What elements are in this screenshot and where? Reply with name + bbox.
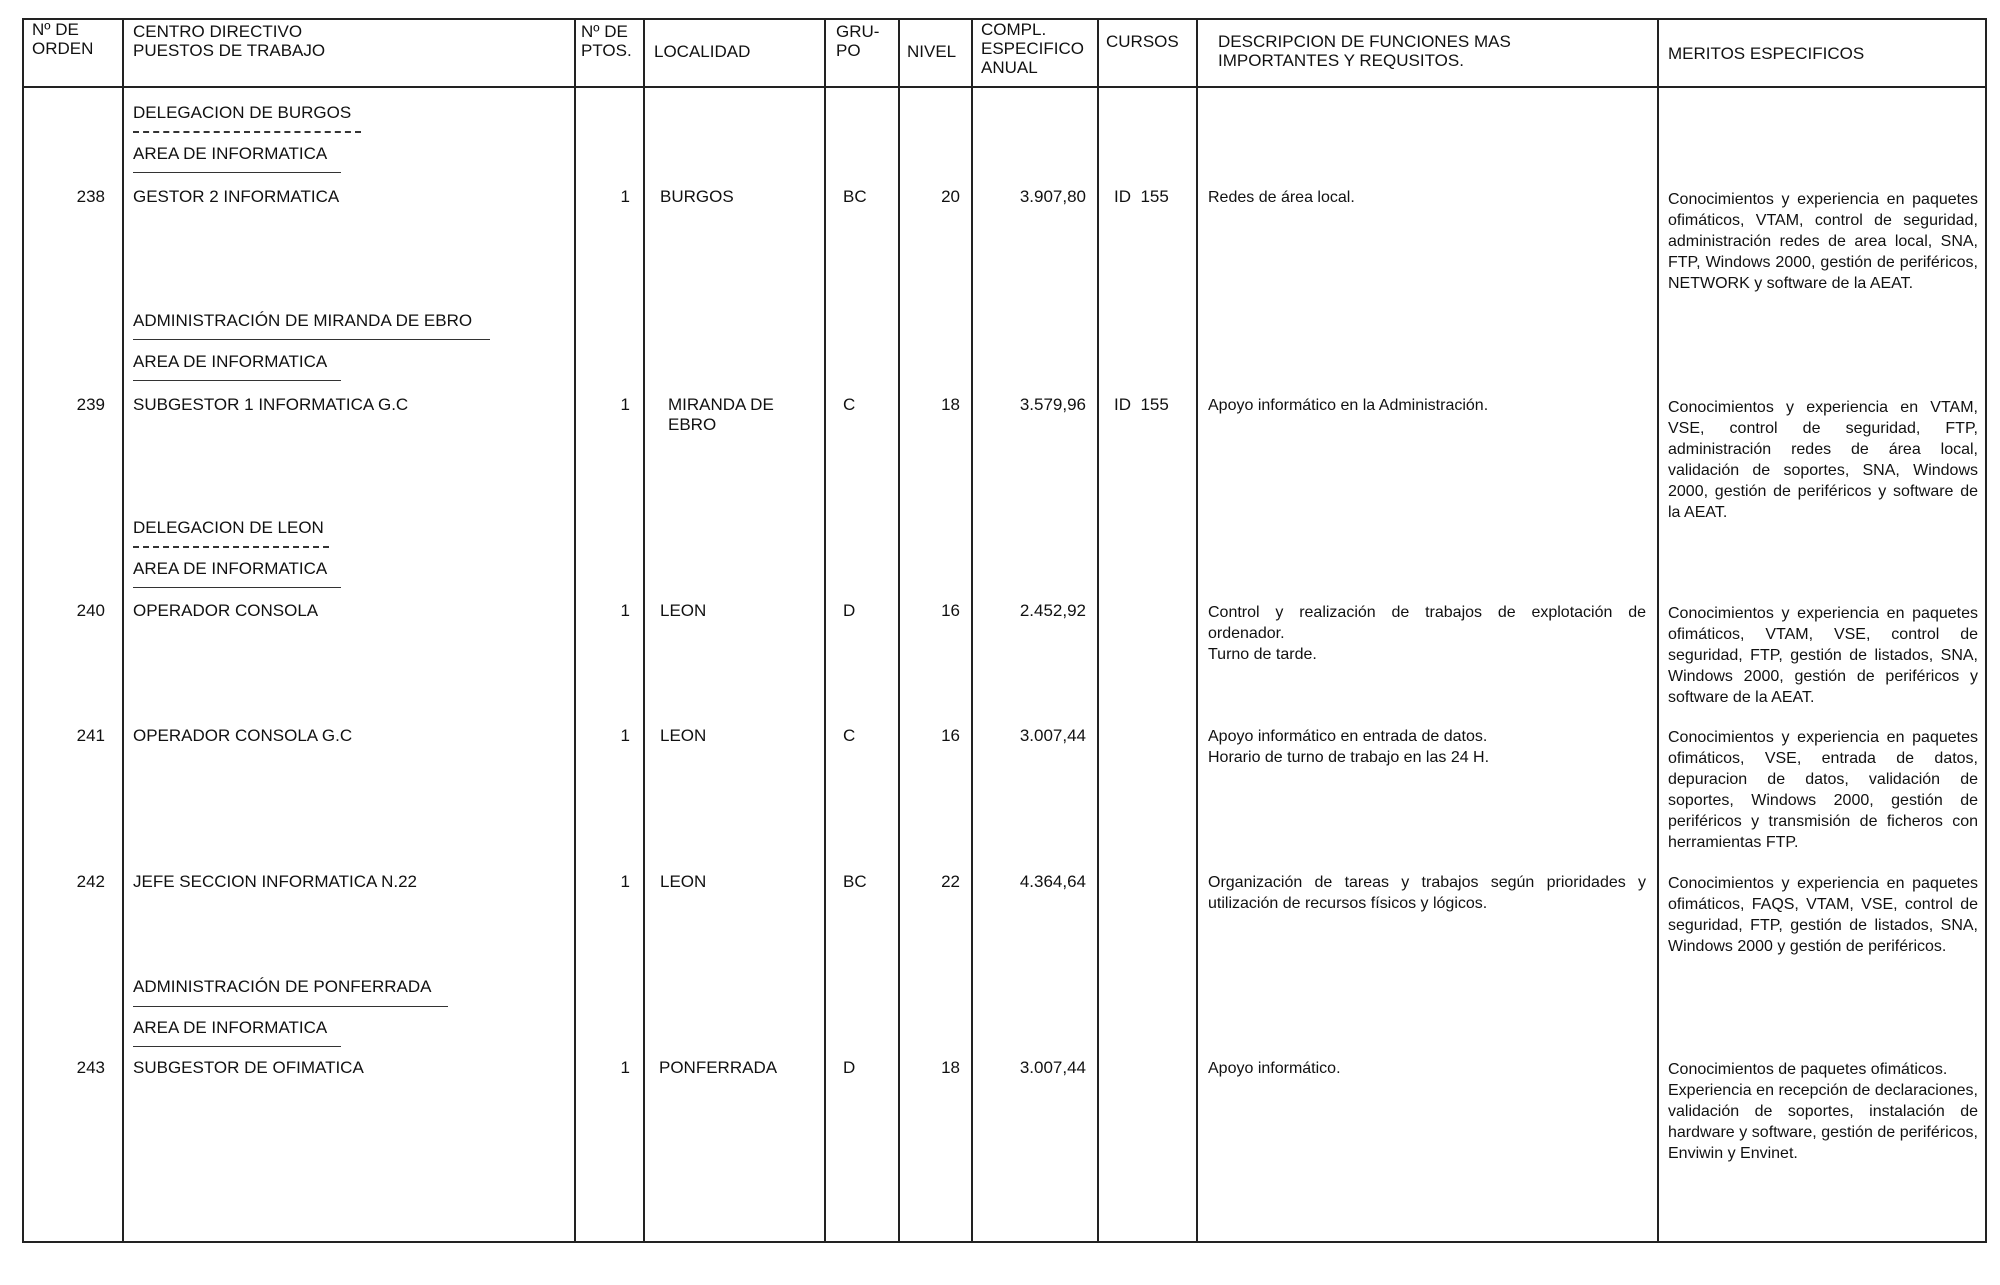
section-title: ADMINISTRACIÓN DE MIRANDA DE EBRO <box>133 311 473 330</box>
nivel-cell: 22 <box>941 872 960 891</box>
compl-cell: 3.007,44 <box>1019 726 1086 745</box>
ptos-cell: 1 <box>620 726 630 745</box>
col-divider <box>824 18 826 1243</box>
puesto-cell: OPERADOR CONSOLA <box>133 601 319 620</box>
nivel-cell: 16 <box>941 726 960 745</box>
puesto-cell: SUBGESTOR 1 INFORMATICA G.C <box>133 395 409 414</box>
meritos-cell: Conocimientos y experiencia en paquetes ofimáticos, VTAM, control de seguridad, administración redes de area local, SNA, FTP, Windows 2000, gestión de periféricos, NETWORK y software de la AEAT. <box>1668 191 1978 292</box>
descripcion-cell: Redes de área local. <box>1208 189 1355 206</box>
compl-cell: 3.907,80 <box>1019 187 1086 206</box>
header-ptos: Nº DE PTOS. <box>581 22 632 60</box>
meritos-cell: Conocimientos y experiencia en VTAM, VSE, control de seguridad, FTP, administración redes de área local, validación de soportes, SNA, Windows 2000, gestión de periféricos y software de la AEAT. <box>1668 399 1978 521</box>
col-divider <box>971 18 973 1243</box>
grupo-cell: D <box>843 601 856 620</box>
grupo-cell: BC <box>843 187 867 206</box>
orden-cell: 243 <box>76 1058 105 1077</box>
grupo-cell: D <box>843 1058 856 1077</box>
puesto-cell: JEFE SECCION INFORMATICA N.22 <box>133 872 418 891</box>
col-divider <box>898 18 900 1243</box>
orden-cell: 242 <box>76 872 105 891</box>
header-orden: Nº DE ORDEN <box>32 20 94 58</box>
section-underline <box>133 587 341 588</box>
compl-cell: 3.007,44 <box>1019 1058 1086 1077</box>
ptos-cell: 1 <box>620 1058 630 1077</box>
section-subtitle: AREA DE INFORMATICA <box>133 144 328 163</box>
section-subtitle: AREA DE INFORMATICA <box>133 559 328 578</box>
localidad-cell: LEON <box>660 601 707 620</box>
cursos-cell: ID 155 <box>1114 395 1169 414</box>
grupo-cell: BC <box>843 872 867 891</box>
header-meritos: MERITOS ESPECIFICOS <box>1668 44 1865 63</box>
nivel-cell: 18 <box>941 395 960 414</box>
meritos-cell: Conocimientos y experiencia en paquetes ofimáticos, VTAM, VSE, control de seguridad, FTP, gestión de listados, SNA, Windows 2000, gestión de periféricos y software de la AEAT. <box>1668 605 1978 706</box>
compl-cell: 3.579,96 <box>1019 395 1086 414</box>
localidad-cell: LEON <box>660 726 707 745</box>
section-underline <box>133 1006 448 1007</box>
localidad-cell: BURGOS <box>660 187 734 206</box>
section-underline <box>133 339 490 340</box>
col-divider <box>643 18 645 1243</box>
header-localidad: LOCALIDAD <box>654 42 751 61</box>
orden-cell: 241 <box>76 726 105 745</box>
grupo-cell: C <box>843 395 856 414</box>
section-underline <box>133 131 361 133</box>
section-title: DELEGACION DE LEON <box>133 518 324 537</box>
section-subtitle: AREA DE INFORMATICA <box>133 352 328 371</box>
orden-cell: 239 <box>76 395 105 414</box>
section-underline <box>133 172 341 173</box>
section-subtitle: AREA DE INFORMATICA <box>133 1018 328 1037</box>
localidad-cell: PONFERRADA <box>659 1058 778 1077</box>
header-compl: COMPL. ESPECIFICO ANUAL <box>981 20 1084 77</box>
section-underline <box>133 380 341 381</box>
ptos-cell: 1 <box>620 187 630 206</box>
nivel-cell: 18 <box>941 1058 960 1077</box>
descripcion-cell: Control y realización de trabajos de explotación de ordenador. Turno de tarde. <box>1208 604 1646 663</box>
ptos-cell: 1 <box>620 601 630 620</box>
col-divider <box>1657 18 1659 1243</box>
meritos-cell: Conocimientos de paquetes ofimáticos. Experiencia en recepción de declaraciones, validación de soportes, instalación de hardware y software, gestión de periféricos, Enviwin y Envinet. <box>1668 1061 1978 1162</box>
ptos-cell: 1 <box>620 395 630 414</box>
section-title: ADMINISTRACIÓN DE PONFERRADA <box>133 977 432 996</box>
orden-cell: 240 <box>76 601 105 620</box>
descripcion-cell: Organización de tareas y trabajos según prioridades y utilización de recursos físicos y lógicos. <box>1208 874 1646 912</box>
meritos-cell: Conocimientos y experiencia en paquetes ofimáticos, FAQS, VTAM, VSE, control de seguridad, FTP, gestión de listados, SNA, Windows 2000 y gestión de periféricos. <box>1668 875 1978 955</box>
header-descripcion: DESCRIPCION DE FUNCIONES MAS IMPORTANTES Y REQUSITOS. <box>1218 32 1511 70</box>
nivel-cell: 20 <box>941 187 960 206</box>
cursos-cell: ID 155 <box>1114 187 1169 206</box>
descripcion-cell: Apoyo informático. <box>1208 1060 1341 1077</box>
col-divider <box>574 18 576 1243</box>
section-title: DELEGACION DE BURGOS <box>133 103 352 122</box>
header-grupo: GRU- PO <box>836 22 880 60</box>
meritos-cell: Conocimientos y experiencia en paquetes ofimáticos, VSE, entrada de datos, depuracion de datos, validación de soportes, Windows 2000, gestión de periféricos y transmisión de ficheros con herramientas FTP. <box>1668 729 1978 851</box>
col-divider <box>122 18 124 1243</box>
orden-cell: 238 <box>76 187 105 206</box>
localidad-cell: MIRANDA DE EBRO <box>668 395 774 434</box>
puesto-cell: SUBGESTOR DE OFIMATICA <box>133 1058 364 1077</box>
nivel-cell: 16 <box>941 601 960 620</box>
section-underline <box>133 1046 341 1047</box>
grupo-cell: C <box>843 726 856 745</box>
header-cursos: CURSOS <box>1106 32 1179 51</box>
section-underline <box>133 546 329 548</box>
header-centro: CENTRO DIRECTIVO PUESTOS DE TRABAJO <box>133 22 326 60</box>
descripcion-cell: Apoyo informático en entrada de datos. Horario de turno de trabajo en las 24 H. <box>1208 728 1490 766</box>
header-divider <box>22 86 1987 88</box>
puesto-cell: GESTOR 2 INFORMATICA <box>133 187 340 206</box>
localidad-cell: LEON <box>660 872 707 891</box>
header-nivel: NIVEL <box>907 42 957 61</box>
ptos-cell: 1 <box>620 872 630 891</box>
col-divider <box>1196 18 1198 1243</box>
descripcion-cell: Apoyo informático en la Administración. <box>1208 397 1489 414</box>
compl-cell: 2.452,92 <box>1019 601 1086 620</box>
col-divider <box>1097 18 1099 1243</box>
compl-cell: 4.364,64 <box>1019 872 1086 891</box>
puesto-cell: OPERADOR CONSOLA G.C <box>133 726 353 745</box>
